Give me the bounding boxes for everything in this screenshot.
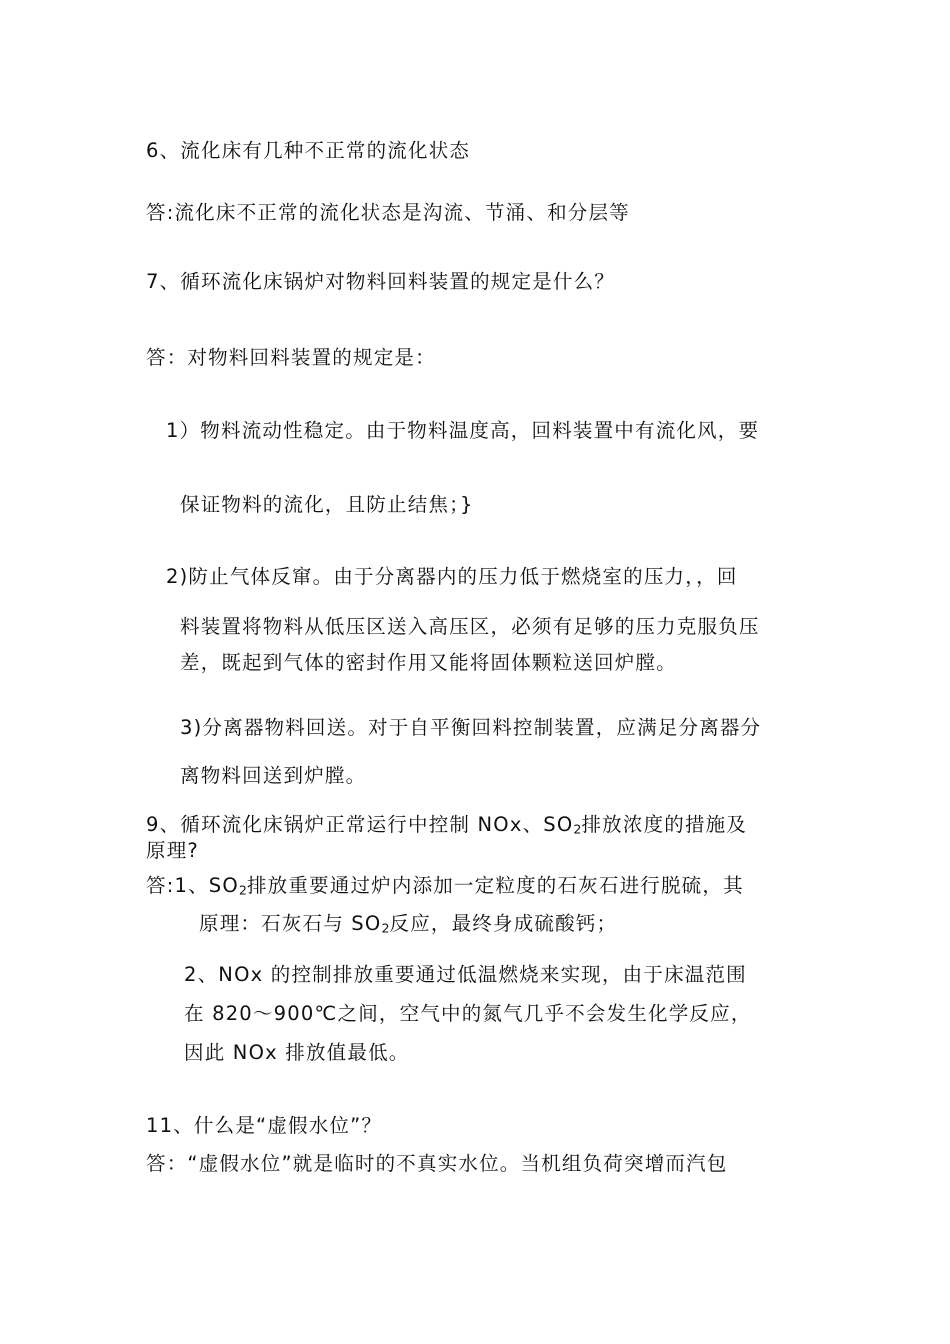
q6-answer: 答:流化床不正常的流化状态是沟流、节涌、和分层等	[146, 201, 630, 224]
q9-question-line1	[146, 815, 747, 835]
q9-answer2-line2: 在 820～900℃之间，空气中的氮气几乎不会发生化学反应，	[184, 1002, 752, 1025]
q9-answer1-line1	[146, 876, 744, 896]
q7-item2-line1: 2)防止气体反窜。由于分离器内的压力低于燃烧室的压力，，回	[166, 565, 738, 588]
q9-question-part-a: 9、循环流化床锅炉正常运行中控制 NOx、SO	[146, 813, 574, 836]
q11-answer: 答：“虚假水位”就是临时的不真实水位。当机组负荷突增而汽包	[146, 1152, 728, 1175]
q9-answer2-line3: 因此 NOx 排放值最低。	[184, 1041, 410, 1064]
q6-question: 6、流化床有几种不正常的流化状态	[146, 139, 471, 162]
q11-question: 11、什么是“虚假水位”？	[146, 1114, 383, 1137]
subscript-2: 2	[573, 821, 582, 837]
q9-answer1-part-a: 答:1、SO	[146, 874, 239, 897]
q7-answer-intro: 答：对物料回料装置的规定是：	[146, 346, 436, 369]
q9-answer2-line1: 2、NOx 的控制排放重要通过低温燃烧来实现，由于床温范围	[184, 963, 747, 986]
q9-answer1-part-d: 反应，最终身成硫酸钙；	[389, 912, 618, 935]
subscript-2: 2	[238, 882, 247, 898]
q9-answer1-line2	[199, 914, 617, 934]
q7-question: 7、循环流化床锅炉对物料回料装置的规定是什么？	[146, 270, 616, 293]
q7-item2-line3: 差，既起到气体的密封作用又能将固体颗粒送回炉膛。	[180, 651, 677, 674]
subscript-2: 2	[381, 920, 390, 936]
q7-item3-line2: 离物料回送到炉膛。	[180, 764, 367, 787]
q7-item1-line2: 保证物料的流化，且防止结焦；}	[180, 493, 474, 516]
q7-item3-line1: 3)分离器物料回送。对于自平衡回料控制装置，应满足分离器分	[180, 716, 762, 739]
q7-item1-line1: 1）物料流动性稳定。由于物料温度高，回料装置中有流化风，要	[166, 419, 760, 442]
q9-answer1-part-b: 排放重要通过炉内添加一定粒度的石灰石进行脱硫，其	[246, 874, 744, 897]
q9-answer1-part-c: 原理：石灰石与 SO	[199, 912, 382, 935]
q9-question-line2: 原理?	[146, 839, 199, 862]
q9-question-part-b: 排放浓度的措施及	[581, 813, 748, 836]
q7-item2-line2: 料装置将物料从低压区送入高压区，必须有足够的压力克服负压	[180, 615, 760, 638]
